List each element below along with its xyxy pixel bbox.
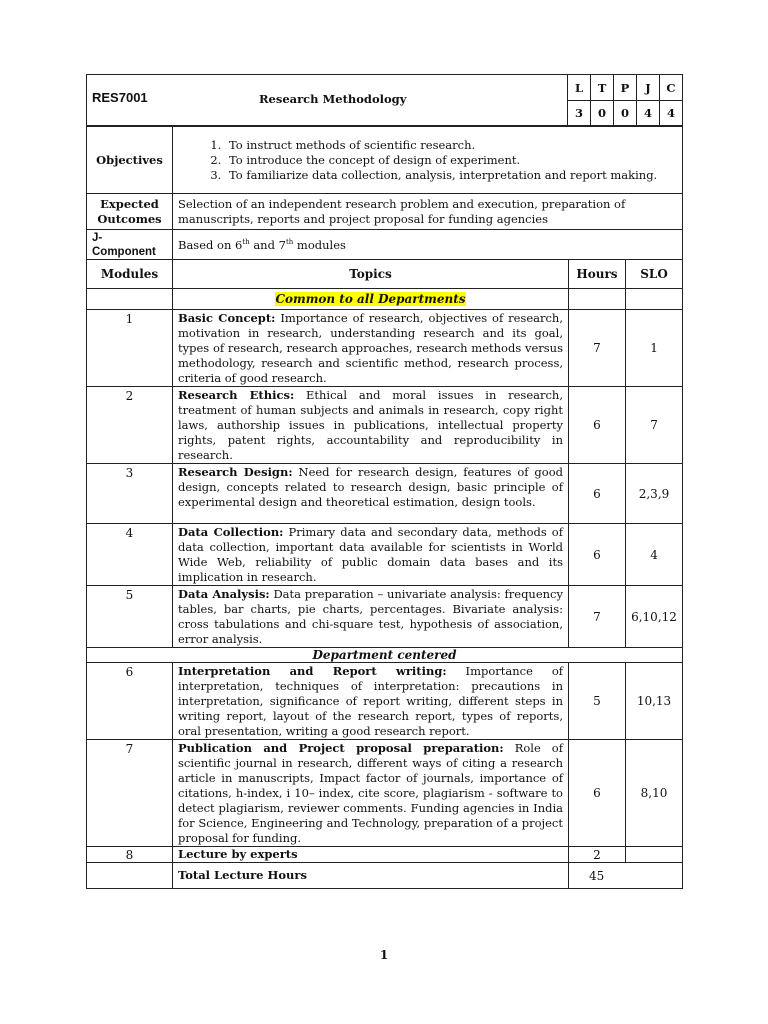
- objectives-cell: [173, 127, 683, 194]
- module-hours: 6: [569, 464, 626, 524]
- course-code: RES7001: [92, 90, 148, 105]
- course-title-cell: [87, 75, 568, 126]
- module-slo: [626, 847, 683, 863]
- total-hours: 45: [569, 863, 683, 889]
- module-topic: Data Collection: Primary data and secondary data, methods of data collection, important data available for scientists in World Wide Web, reliability of public domain data bases and its implication in research.: [173, 524, 569, 586]
- objective-item: 2. To introduce the concept of design of experiment.: [225, 153, 682, 168]
- module-slo: 4: [626, 524, 683, 586]
- objective-item: 3. To familiarize data collection, analysis, interpretation and report making.: [225, 168, 682, 183]
- module-hours: 6: [569, 387, 626, 464]
- module-number: 5: [87, 586, 173, 648]
- table-row: [87, 740, 683, 847]
- ltpjc-value-l: 3: [568, 101, 591, 126]
- ltpjc-header-p: P: [614, 75, 637, 101]
- module-number: 1: [87, 310, 173, 387]
- ltpjc-value-t: 0: [591, 101, 614, 126]
- module-hours: 7: [569, 586, 626, 648]
- module-topic: Publication and Project proposal preparation: Role of scientific journal in research, different ways of citing a research article in manuscripts, Impact factor of journals, importance of citations, h-index, i 10– index, cite score, plagiarism - software to detect plagiarism, reviewer comments. Funding agencies in India for Science, Engineering and Technology, preparation of a project proposal for funding.: [173, 740, 569, 847]
- header-hours: Hours: [569, 260, 626, 289]
- table-row: [87, 524, 683, 586]
- module-number: 2: [87, 387, 173, 464]
- module-hours: 6: [569, 740, 626, 847]
- ltpjc-header-t: T: [591, 75, 614, 101]
- module-slo: 8,10: [626, 740, 683, 847]
- module-topic: Lecture by experts: [173, 847, 569, 863]
- j-component-text: Based on 6th and 7th modules: [173, 230, 683, 260]
- j-component-label: J- Component: [87, 230, 173, 260]
- module-number: 8: [87, 847, 173, 863]
- table-row: [87, 464, 683, 524]
- ltpjc-header-l: L: [568, 75, 591, 101]
- course-header-table: [86, 74, 683, 126]
- module-slo: 1: [626, 310, 683, 387]
- ltpjc-header-j: J: [637, 75, 660, 101]
- ltpjc-value-c: 4: [660, 101, 683, 126]
- page-number: 1: [379, 948, 389, 962]
- j-component-row: [87, 230, 683, 260]
- module-number: 7: [87, 740, 173, 847]
- expected-outcomes-row: [87, 194, 683, 230]
- section-common-cell: [173, 289, 569, 310]
- section-common-label: Common to all Departments: [275, 292, 466, 306]
- module-slo: 10,13: [626, 663, 683, 740]
- total-row: [87, 863, 683, 889]
- module-hours: 7: [569, 310, 626, 387]
- header-topics: Topics: [173, 260, 569, 289]
- objective-item: 1. To instruct methods of scientific research.: [225, 138, 682, 153]
- total-label: Total Lecture Hours: [173, 863, 569, 889]
- module-number: 6: [87, 663, 173, 740]
- module-topic: Interpretation and Report writing: Importance of interpretation, techniques of interpretation: precautions in interpretation, significance of report writing, different steps in writing report, layout of the research report, types of reports, oral presentation, writing a good research report.: [173, 663, 569, 740]
- section-department-label: Department centered: [87, 648, 683, 663]
- module-slo: 2,3,9: [626, 464, 683, 524]
- objectives-list: [173, 138, 682, 183]
- module-hours: 6: [569, 524, 626, 586]
- table-row: [87, 847, 683, 863]
- section-row-common: [87, 289, 683, 310]
- expected-outcomes-label: Expected Outcomes: [87, 194, 173, 230]
- table-row: [87, 310, 683, 387]
- table-header-row: [87, 260, 683, 289]
- header-slo: SLO: [626, 260, 683, 289]
- module-topic: Research Design: Need for research design, features of good design, concepts related to research design, basic principle of experimental design and theoretical estimation, design tools.: [173, 464, 569, 524]
- module-number: 4: [87, 524, 173, 586]
- syllabus-table: [86, 126, 683, 889]
- module-slo: 6,10,12: [626, 586, 683, 648]
- ltpjc-header-c: C: [660, 75, 683, 101]
- objectives-row: [87, 127, 683, 194]
- module-hours: 5: [569, 663, 626, 740]
- table-row: [87, 663, 683, 740]
- ltpjc-value-j: 4: [637, 101, 660, 126]
- module-topic: Research Ethics: Ethical and moral issues in research, treatment of human subjects and animals in research, copy right laws, authorship issues in publications, intellectual property rights, patent rights, accountability and reproducibility in research.: [173, 387, 569, 464]
- ltpjc-value-p: 0: [614, 101, 637, 126]
- module-topic: Basic Concept: Importance of research, objectives of research, motivation in research, understanding research and its goal, types of research, research approaches, research methods versus methodology, research and scientific method, research process, criteria of good research.: [173, 310, 569, 387]
- expected-outcomes-text: Selection of an independent research problem and execution, preparation of manuscripts, reports and project proposal for funding agencies: [173, 194, 683, 230]
- table-row: [87, 586, 683, 648]
- module-topic: Data Analysis: Data preparation – univariate analysis: frequency tables, bar charts, pie charts, percentages. Bivariate analysis: cross tabulations and chi-square test, hypothesis of association, error analysis.: [173, 586, 569, 648]
- objectives-label: Objectives: [87, 127, 173, 194]
- table-row: [87, 387, 683, 464]
- section-row-department: [87, 648, 683, 663]
- module-number: 3: [87, 464, 173, 524]
- course-title: Research Methodology: [259, 92, 407, 106]
- header-modules: Modules: [87, 260, 173, 289]
- module-slo: 7: [626, 387, 683, 464]
- module-hours: 2: [569, 847, 626, 863]
